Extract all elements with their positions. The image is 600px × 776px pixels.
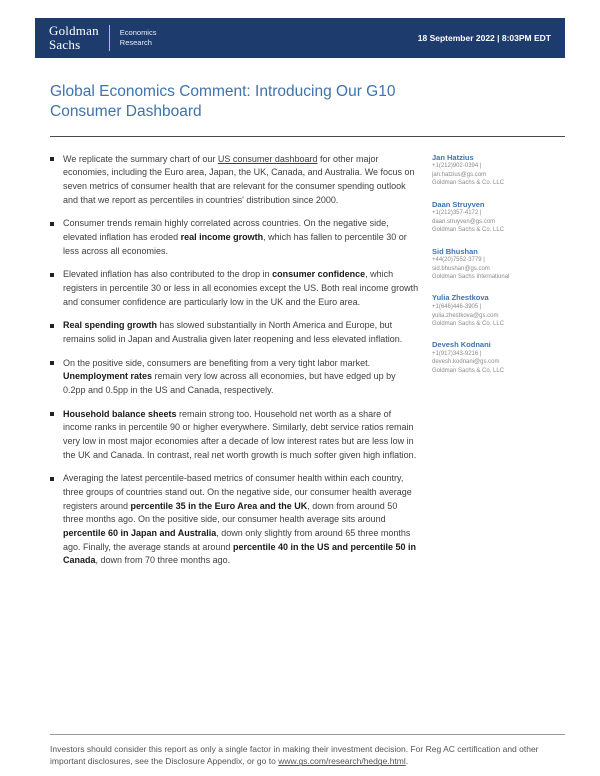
author-block — [432, 340, 565, 375]
bullet-marker-icon — [50, 273, 54, 277]
bullet-item — [50, 408, 420, 463]
title-rule — [50, 136, 565, 137]
goldman-sachs-logo — [49, 24, 99, 52]
text-segment: . — [405, 756, 409, 767]
author-email-link[interactable]: yulia.zhestkova@gs.com — [432, 312, 499, 319]
author-name: Yulia Zhestkova — [432, 293, 489, 303]
bullet-marker-icon — [50, 412, 54, 416]
author-block — [432, 153, 565, 188]
author-firm: Goldman Sachs International — [432, 274, 510, 281]
author-phone: +1(917)343-9216 | — [432, 351, 482, 358]
bullet-text — [63, 217, 420, 258]
inline-link[interactable]: US consumer dashboard — [217, 153, 318, 164]
text-segment: , which has fallen to percentile 30 or less across all economies. — [63, 232, 407, 256]
text-segment: On the positive side, consumers are benefiting from a very tight labor market. — [63, 357, 371, 368]
text-segment: Real spending growth — [63, 320, 158, 331]
text-segment: , down from 70 three months ago. — [95, 555, 231, 566]
bullet-item — [50, 319, 420, 346]
division-line-1: Economics — [119, 27, 157, 37]
author-block — [432, 247, 565, 282]
footer-disclaimer — [50, 734, 565, 769]
division-line-2: Research — [119, 38, 152, 47]
text-segment: percentile 40 in the US and percentile 50 in Canada — [63, 541, 417, 566]
header-divider — [109, 25, 110, 51]
text-segment: Investors should consider this report as only a single factor in making their investment decision. For Reg AC certification and other important disclosures, see the Disclosure Appendix, or go to — [50, 743, 539, 767]
bullet-text — [63, 319, 420, 346]
text-segment: , down from around 50 three months ago. On the positive side, our consumer health average sits around — [63, 500, 398, 525]
text-segment: real income growth — [180, 232, 264, 243]
bullet-marker-icon — [50, 222, 54, 226]
text-segment: Household balance sheets — [63, 408, 177, 419]
bullet-item — [50, 153, 420, 208]
bullet-marker-icon — [50, 157, 54, 161]
text-segment: Elevated inflation has also contributed to the drop in — [63, 269, 273, 280]
bullet-text — [63, 153, 420, 208]
text-segment: Consumer trends remain highly correlated across countries. On the negative side, elevated inflation has eroded — [63, 218, 389, 243]
main-column — [50, 153, 420, 578]
author-block — [432, 293, 565, 328]
bullet-item — [50, 357, 420, 398]
division-label — [120, 28, 157, 48]
author-firm: Goldman Sachs & Co. LLC — [432, 320, 505, 327]
publication-datetime: 18 September 2022 | 8:03PM EDT — [417, 33, 551, 43]
text-segment: consumer confidence — [272, 269, 366, 280]
author-email-link[interactable]: daan.struyven@gs.com — [432, 218, 496, 225]
text-segment: We replicate the summary chart of our — [63, 153, 218, 164]
inline-link[interactable]: www.gs.com/research/hedge.html — [278, 756, 406, 767]
header-bar — [35, 18, 565, 58]
bullet-marker-icon — [50, 361, 54, 365]
author-firm: Goldman Sachs & Co. LLC — [432, 367, 505, 374]
text-segment: Unemployment rates — [63, 371, 153, 382]
author-phone: +44(20)7552-3779 | — [432, 257, 485, 264]
bullet-item — [50, 268, 420, 309]
bullet-text — [63, 268, 420, 309]
bullet-marker-icon — [50, 477, 54, 481]
text-segment: has slowed substantially in North America and Europe, but remains solid in Japan and Australia given later reopening and less elevated inflation. — [63, 320, 403, 345]
bullet-list — [50, 153, 420, 568]
content-area — [50, 153, 565, 578]
author-email-link[interactable]: jan.hatzius@gs.com — [432, 171, 487, 178]
logo-line-2: Sachs — [49, 37, 81, 52]
text-segment: for other major economies, including the Euro area, Japan, the UK, Canada, and Australia. We focus on seven metrics of consumer health that are relevant for the consumer spending outlook and that we report as percentiles in countries' distribution since 2000. — [63, 153, 415, 205]
author-firm: Goldman Sachs & Co. LLC — [432, 227, 505, 234]
author-name: Devesh Kodnani — [432, 340, 491, 350]
author-email-link[interactable]: sid.bhushan@gs.com — [432, 265, 490, 272]
bullet-marker-icon — [50, 324, 54, 328]
bullet-text — [63, 408, 420, 463]
author-phone: +1(212)357-4172 | — [432, 210, 482, 217]
bullet-item — [50, 472, 420, 568]
text-segment: , down only slightly from around 65 three months ago. Finally, the average stands at around — [63, 528, 411, 552]
bullet-item — [50, 217, 420, 258]
page-title: Global Economics Comment: Introducing Our G10 Consumer Dashboard — [50, 83, 396, 120]
bullet-text — [63, 357, 420, 398]
bullet-text — [63, 472, 420, 568]
text-segment: percentile 60 in Japan and Australia — [63, 528, 217, 539]
author-firm: Goldman Sachs & Co. LLC — [432, 180, 505, 187]
author-email-link[interactable]: devesh.kodnani@gs.com — [432, 359, 500, 366]
authors-sidebar — [432, 153, 565, 578]
text-segment: , which registers in percentile 30 or less in all economies except the US. Both real income growth and consumer confidence are particularly low in the UK and the Euro area. — [63, 269, 419, 307]
author-block — [432, 200, 565, 235]
author-name: Sid Bhushan — [432, 246, 478, 256]
author-phone: +1(212)902-0394 | — [432, 163, 482, 170]
author-name: Daan Struyven — [432, 199, 485, 209]
text-segment: remain very low across all economies, but have edged up by 0.2pp and 0.5pp in the US and Canada, respectively. — [63, 371, 396, 396]
author-name: Jan Hatzius — [432, 152, 474, 162]
text-segment: remain strong too. Household net worth as a share of income ranks in percentile 90 or higher everywhere. Similarly, debt service ratios remain very low in most major economies after a decade of low interest rates but are less low in the UK and Canada. In contrast, real net worth growth is much softer given high inflation. — [63, 408, 417, 460]
author-phone: +1(646)446-3905 | — [432, 304, 482, 311]
text-segment: Averaging the latest percentile-based metrics of consumer health within each country, three groups of countries stand out. On the negative side, our consumer health average registers around — [63, 473, 412, 511]
logo-line-1: Goldman — [49, 22, 99, 38]
text-segment: percentile 35 in the Euro Area and the UK — [130, 500, 308, 511]
